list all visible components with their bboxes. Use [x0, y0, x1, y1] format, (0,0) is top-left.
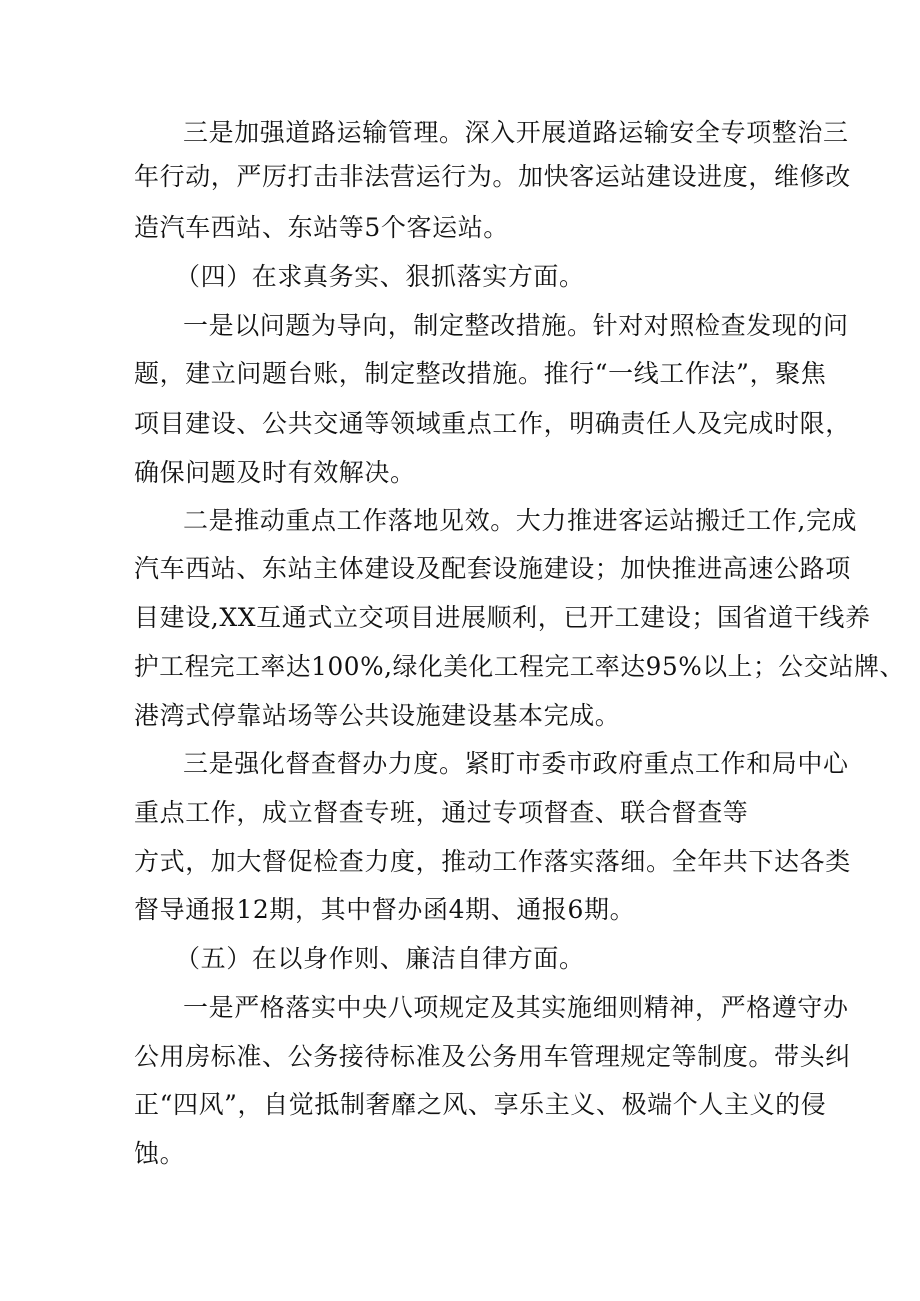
text-line: 造汽车西站、东站等5个客运站。: [134, 213, 509, 242]
section-heading: （五）在以身作则、廉洁自律方面。: [175, 944, 585, 973]
text-line: 三是强化督查督办力度。紧盯市委市政府重点工作和局中心: [183, 749, 849, 778]
text-line: 年行动，严厉打击非法营运行为。加快客运站建设进度，维修改: [134, 162, 851, 191]
section-heading: （四）在求真务实、狠抓落实方面。: [175, 262, 585, 291]
text-line: 督导通报12期，其中督办函4期、通报6期。: [134, 895, 636, 924]
text-line: 方式，加大督促检查力度，推动工作落实落细。全年共下达各类: [134, 847, 851, 876]
text-line: 项目建设、公共交通等领域重点工作，明确责任人及完成时限，: [134, 409, 851, 438]
text-line: 汽车西站、东站主体建设及配套设施建设；加快推进高速公路项: [134, 554, 851, 583]
text-line: 题，建立问题台账，制定整改措施。推行“一线工作法”，聚焦: [134, 359, 827, 388]
text-line: 确保问题及时有效解决。: [134, 458, 416, 487]
text-line: 蚀。: [134, 1139, 186, 1168]
text-line: 一是以问题为导向，制定整改措施。针对对照检查发现的问: [183, 311, 849, 340]
text-line: 一是严格落实中央八项规定及其实施细则精神，严格遵守办: [183, 993, 849, 1022]
text-line: 正“四风”，自觉抵制奢靡之风、享乐主义、极端个人主义的侵: [134, 1090, 827, 1119]
text-line: 重点工作，成立督查专班，通过专项督查、联合督查等: [134, 798, 749, 827]
text-line: 护工程完工率达100%,绿化美化工程完工率达95%以上；公交站牌、: [134, 652, 905, 681]
text-line: 港湾式停靠站场等公共设施建设基本完成。: [134, 701, 621, 730]
text-line: 公用房标准、公务接待标准及公务用车管理规定等制度。带头纠: [134, 1042, 851, 1071]
text-line: 三是加强道路运输管理。深入开展道路运输安全专项整治三: [183, 118, 849, 147]
text-line: 二是推动重点工作落地见效。大力推进客运站搬迁工作,完成: [183, 506, 858, 535]
text-line: 目建设,XX互通式立交项目进展顺利，已开工建设；国省道干线养: [134, 603, 871, 632]
